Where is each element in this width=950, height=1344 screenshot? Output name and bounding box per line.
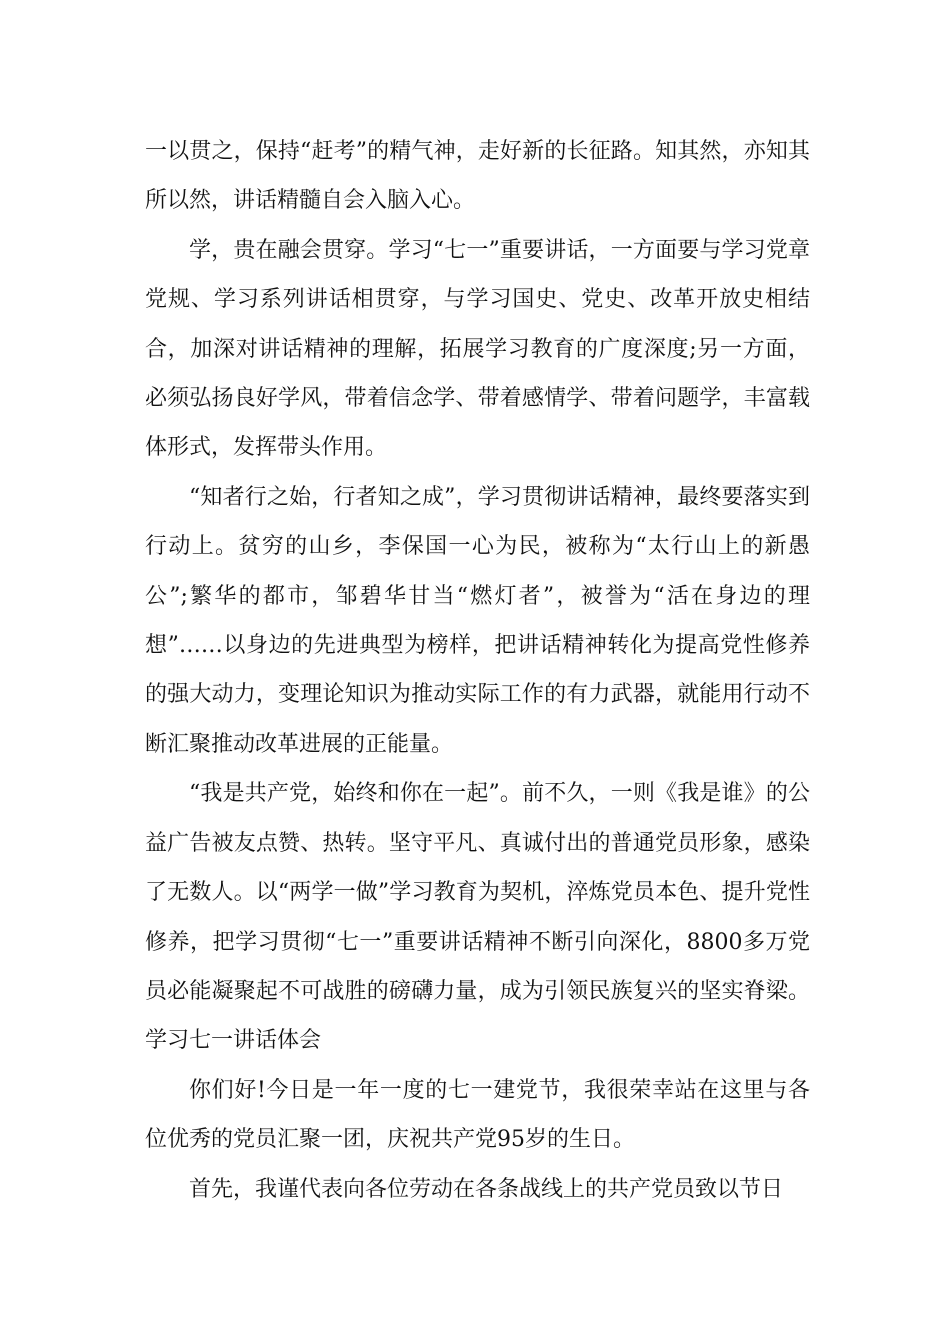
paragraph-4: “我是共产党，始终和你在一起”。前不久，一则《我是谁》的公益广告被友点赞、热转。坚守平凡、真诚付出的普通党员形象，感染了无数人。以“两学一做”学习教育为契机，淬炼党员本色、提升党性修养，把学习贯彻“七一”重要讲话精神不断引向深化，8800多万党员必能凝聚起不可战胜的磅礴力量，成为引领民族复兴的坚实脊梁。学习七一讲话体会: [145, 781, 810, 1054]
document-body: [145, 127, 810, 1214]
paragraph-6: 首先，我谨代表向各位劳动在各条战线上的共产党员致以节日: [189, 1176, 784, 1202]
paragraph-2: 学，贵在融会贯穿。学习“七一”重要讲话，一方面要与学习党章党规、学习系列讲话相贯穿，与学习国史、党史、改革开放史相结合，加深对讲话精神的理解，拓展学习教育的广度深度;另一方面，必须弘扬良好学风，带着信念学、带着感情学、带着问题学，丰富载体形式，发挥带头作用。: [145, 237, 810, 461]
paragraph-1: 一以贯之，保持“赶考”的精气神，走好新的长征路。知其然，亦知其所以然，讲话精髓自会入脑入心。: [145, 139, 810, 214]
paragraph-3: “知者行之始，行者知之成”，学习贯彻讲话精神，最终要落实到行动上。贫穷的山乡，李保国一心为民，被称为“太行山上的新愚公”;繁华的都市，邹碧华甘当“燃灯者”，被誉为“活在身边的理想”……以身边的先进典型为榜样，把讲话精神转化为提高党性修养的强大动力，变理论知识为推动实际工作的有力武器，就能用行动不断汇聚推动改革进展的正能量。: [145, 484, 810, 757]
paragraph-5: 你们好!今日是一年一度的七一建党节，我很荣幸站在这里与各位优秀的党员汇聚一团，庆祝共产党95岁的生日。: [145, 1077, 810, 1153]
